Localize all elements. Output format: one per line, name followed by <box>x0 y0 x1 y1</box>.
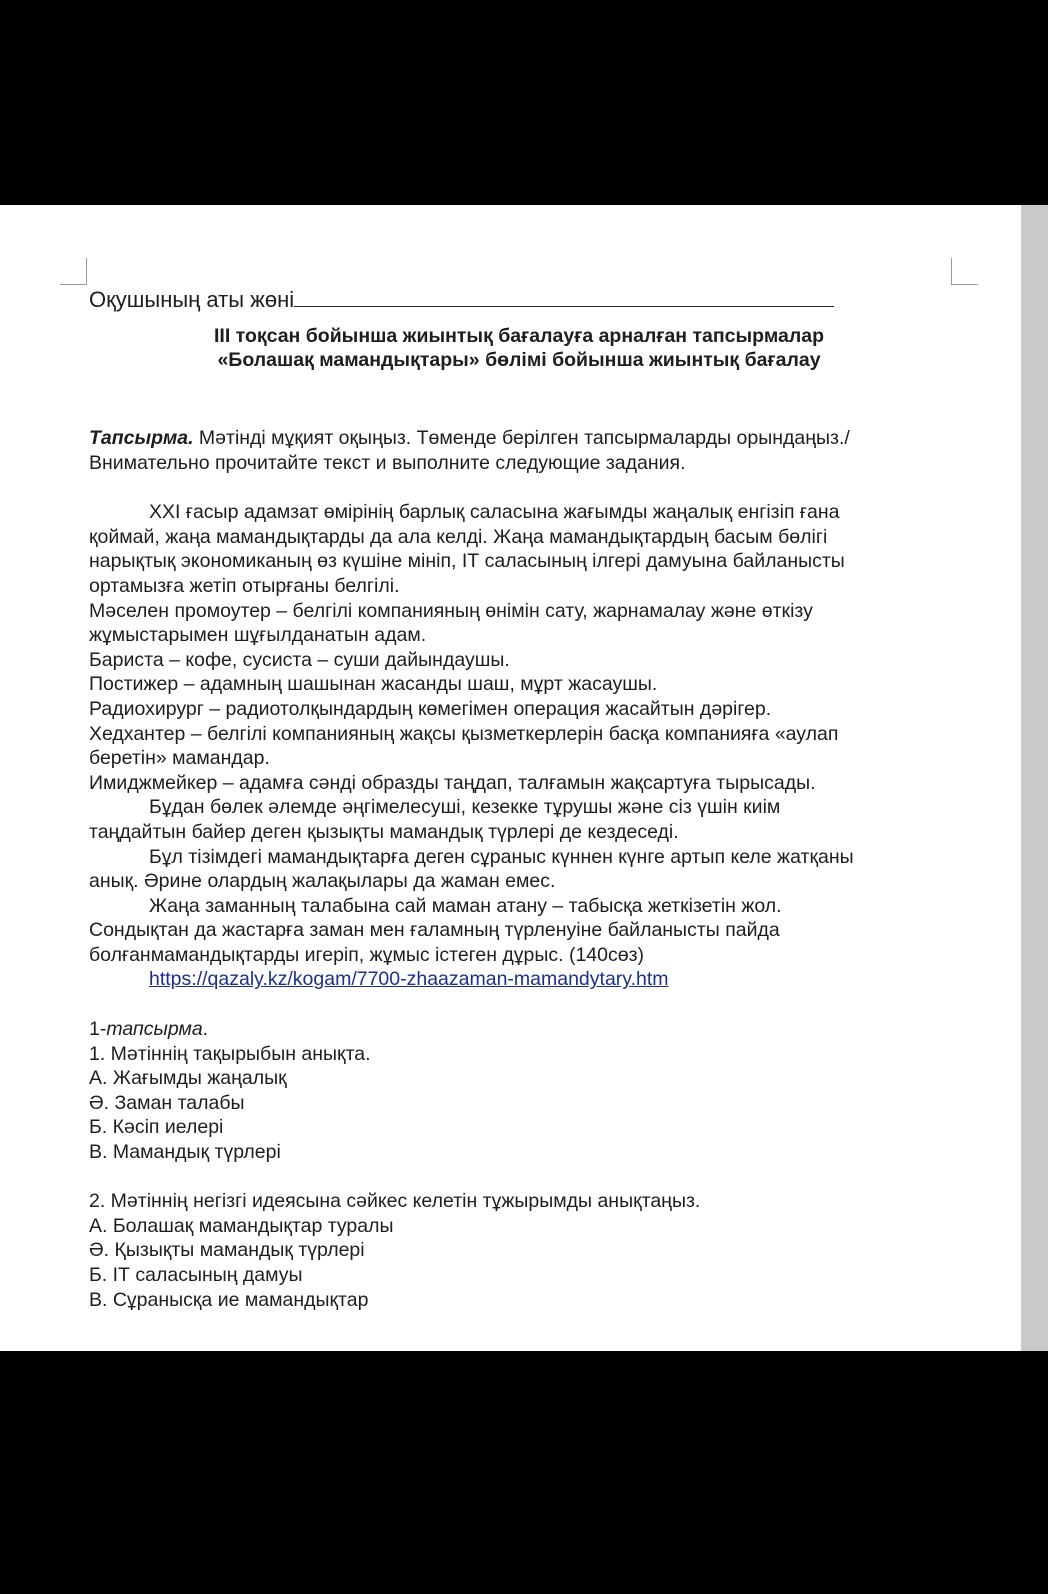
question-2-option-b: Б. ІТ саласының дамуы <box>89 1264 303 1286</box>
text-line: Жаңа заманның талабына сай маман атану – табысқа жеткізетін жол. <box>149 894 782 917</box>
question-2-option-a: А. Болашақ мамандықтар туралы <box>89 1214 394 1237</box>
text-line: беретін» мамандар. <box>89 747 270 770</box>
text-line: жұмыстарымен шұғылданатын адам. <box>89 624 427 647</box>
text-line: Радиохирург – радиотолқындардың көмегімен операция жасайтын дәрігер. <box>89 697 772 720</box>
text-line: ХХІ ғасыр адамзат өмірінің барлық саласына жағымды жаңалық енгізіп ғана <box>149 501 840 524</box>
text-line: қоймай, жаңа мамандықтарды да ала келді. Жаңа мамандықтардың басым бөлігі <box>89 525 828 548</box>
task-label: Тапсырма. <box>89 427 194 449</box>
title-line-1: ІІІ тоқсан бойынша жиынтық бағалауға арналған тапсырмалар <box>213 325 824 347</box>
student-name-blank[interactable] <box>294 286 834 307</box>
title-line-2: «Болашақ мамандықтары» бөлімі бойынша жиынтық бағалау <box>217 349 821 371</box>
document-content <box>89 285 949 1312</box>
reading-text <box>89 500 949 992</box>
question-1-option-b: Б. Кәсіп иелері <box>89 1116 224 1139</box>
question-2 <box>89 1189 949 1312</box>
spacer <box>89 1165 949 1190</box>
task1-heading <box>89 1017 949 1042</box>
student-name-line <box>89 285 949 315</box>
text-line: анық. Әрине олардың жалақылары да жаман емес. <box>89 870 556 893</box>
question-1-text: 1. Мәтіннің тақырыбын анықта. <box>89 1042 371 1065</box>
vertical-scrollbar[interactable] <box>1021 205 1048 1351</box>
text-line: Сондықтан да жастарға заман мен ғаламның түрленуіне байланысты пайда <box>89 919 780 942</box>
document-page <box>0 205 1021 1351</box>
task-line-2: Внимательно прочитайте текст и выполните следующие задания. <box>89 451 686 474</box>
source-link[interactable]: https://qazaly.kz/kogam/7700-zhaazaman-mamandytary.htm <box>149 968 669 991</box>
question-1-option-ae: Ә. Заман талабы <box>89 1091 245 1114</box>
question-1 <box>89 1042 949 1165</box>
question-1-option-v: В. Мамандық түрлері <box>89 1141 281 1164</box>
task1-dot: . <box>202 1018 209 1041</box>
text-line: таңдайтын байер деген қызықты мамандық түрлері де кездеседі. <box>89 820 679 843</box>
task1-number: 1- <box>89 1018 107 1041</box>
text-line: Бұл тізімдегі мамандықтарға деген сұраныс күннен күнге артып келе жатқаны <box>149 845 854 868</box>
text-line: Бариста – кофе, сусиста – суши дайындаушы. <box>89 648 510 671</box>
task1-label: тапсырма <box>106 1018 203 1041</box>
question-2-option-v: В. Сұранысқа ие мамандықтар <box>89 1288 369 1311</box>
question-2-text: 2. Мәтіннің негізгі идеясына сәйкес келетін тұжырымды анықтаңыз. <box>89 1190 701 1213</box>
task-instructions <box>89 426 949 475</box>
task-line-1 <box>89 426 949 451</box>
text-line: Бұдан бөлек әлемде әңгімелесуші, кезекке тұрушы және сіз үшін киім <box>149 796 781 819</box>
question-1-option-a: А. Жағымды жаңалық <box>89 1067 287 1090</box>
text-line: нарықтық экономиканың өз күшіне мініп, ІТ саласының ілгері дамуына байланысты <box>89 550 845 573</box>
text-line: ортамызға жетіп отырғаны белгілі. <box>89 574 400 597</box>
margin-corner-top-left <box>60 258 87 285</box>
question-2-option-ae: Ә. Қызықты мамандық түрлері <box>89 1239 365 1262</box>
student-name-label: Оқушының аты жөні <box>89 287 295 312</box>
margin-corner-top-right <box>951 258 978 285</box>
text-line: Хедхантер – белгілі компанияның жақсы қызметкерлерін басқа компанияға «аулап <box>89 722 839 745</box>
text-line: Постижер – адамның шашынан жасанды шаш, мұрт жасаушы. <box>89 673 658 696</box>
text-line: болғанмамандықтарды игеріп, жұмыс істеген дұрыс. (140сөз) <box>89 943 645 966</box>
source-link-line <box>89 967 949 992</box>
task-line-1-text: Мәтінді мұқият оқыңыз. Төменде берілген тапсырмаларды орындаңыз./ <box>193 427 850 449</box>
text-line: Мәселен промоутер – белгілі компанияның өнімін сату, жарнамалау және өткізу <box>89 599 813 622</box>
text-line: Имиджмейкер – адамға сәнді образды таңдап, талғамын жақсартуға тырысады. <box>89 771 816 794</box>
document-title <box>89 324 949 372</box>
